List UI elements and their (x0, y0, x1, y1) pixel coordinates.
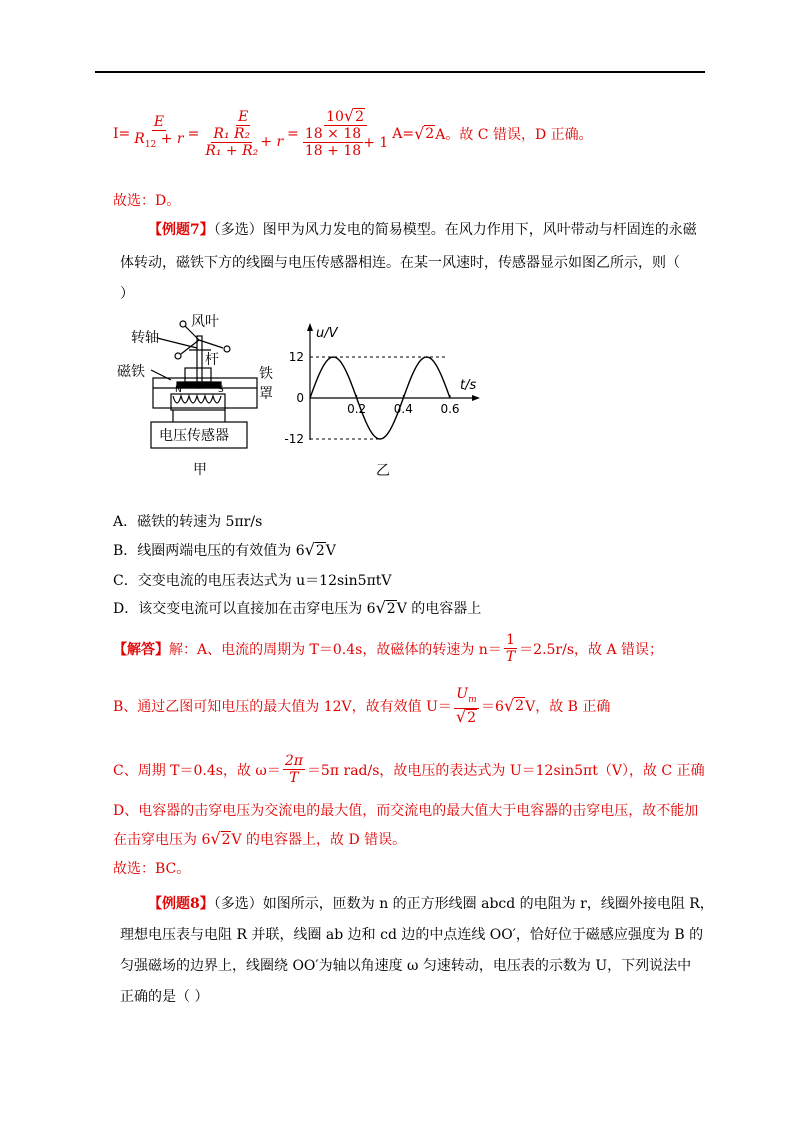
frac2-num: E (238, 108, 249, 125)
option-d-post: V 的电容器上 (396, 601, 482, 617)
solution-b-den-root: 2 (467, 709, 477, 726)
option-c: C．交变电流的电压表达式为 u＝12sin5πtV (113, 573, 392, 589)
solution-c-post: ＝5π rad/s，故电压的表达式为 U＝12sin5πt（V），故 C 正确 (306, 762, 705, 779)
frac3-num-root: 2 (355, 109, 365, 125)
pointer-shaft (157, 338, 197, 348)
solution-b-post: V，故 B 正确 (525, 698, 611, 715)
formula-lhs: I (113, 125, 119, 142)
option-d: D．该交变电流可以直接加在击穿电压为 6√2V 的电容器上 (113, 598, 482, 617)
y-tick-label: -12 (284, 432, 304, 446)
header-rule (95, 71, 705, 73)
frac3-inner-num: 18 × 18 (304, 126, 362, 142)
coil (173, 396, 221, 403)
x-tick-label: 0.2 (347, 402, 367, 416)
shaft (197, 336, 202, 388)
option-b: B．线圈两端电压的有效值为 6√2V (113, 540, 336, 559)
x-axis-arrow (472, 395, 480, 401)
blade-3-tip (175, 353, 181, 359)
figure-jia (113, 308, 273, 478)
solution-d-line1: D、电容器的击穿电压为交流电的最大值，而交流电的最大值大于电容器的击穿电压，故不能加 (113, 803, 699, 819)
label-citie: 磁铁 (117, 364, 145, 380)
frac2-plus: + r (260, 134, 284, 150)
q7-line3: ） (120, 286, 134, 302)
q8-line1 (148, 893, 714, 913)
solution-c-pre: C、周期 T＝0.4s，故 ω＝ (113, 762, 281, 779)
figure-yi (280, 315, 490, 485)
frac1-den-sub: 12 (144, 139, 157, 150)
x-tick-label: 0.4 (393, 402, 413, 416)
solution-d-line2: 在击穿电压为 6√2V 的电容器上，故 D 错误。 (113, 829, 407, 848)
frac3-plus: + 1 (363, 134, 389, 151)
caption-jia: 甲 (193, 462, 207, 478)
answer-d: 故选：D。 (113, 193, 181, 209)
blade-3 (181, 340, 199, 354)
solution-b: B、通过乙图可知电压的最大值为 12V，故有效值 U＝ $\frac{U_m}{√2}$ ＝6 √ 2 V，故 B 正确 (113, 686, 611, 726)
q7-text1: （多选）图甲为风力发电的简易模型。在风力作用下，风叶带动与杆固连的永磁 (213, 222, 697, 238)
label-tie: 铁 (259, 366, 273, 382)
label-s: S (218, 385, 224, 395)
blade-2 (199, 340, 223, 348)
formula-result-root: 2 (425, 126, 435, 142)
magnet (177, 382, 221, 388)
q7-line1 (148, 219, 697, 239)
option-b-post: V (325, 543, 336, 559)
solution-tag: 【解答】 (113, 641, 169, 658)
solution-d2-root: 2 (221, 832, 231, 848)
solution-a-den: T (505, 649, 516, 665)
sensor-label: 电压传感器 (159, 428, 229, 444)
frac3-inner-den: 18 + 18 (304, 143, 362, 159)
y-tick-label: 12 (288, 350, 304, 364)
frac2-inner-num: R₁ R₂ (213, 125, 251, 142)
frac1-num: E (153, 114, 165, 131)
q8-line3: 匀强磁场的边界上，线圈绕 OO′为轴以角速度 ω 匀速转动，电压表的示数为 U，下列说法中 (120, 958, 692, 974)
option-a: A．磁铁的转速为 5πr/s (113, 514, 263, 530)
option-b-pre: B．线圈两端电压的有效值为 6 (113, 543, 305, 559)
solution-c-den: T (289, 770, 299, 786)
y-axis-label: u/V (316, 326, 338, 341)
q8-line2: 理想电压表与电阻 R 并联，线圈 ab 边和 cd 边的中点连线 OO′，恰好位于磁感应强度为 B 的 (120, 927, 704, 943)
formula-fraction-1 (132, 114, 185, 153)
label-fengye: 风叶 (191, 314, 219, 330)
y-tick-label: 0 (296, 391, 304, 405)
q8-text1: （多选）如图所示，匝数为 n 的正方形线圈 abcd 的电阻为 r，线圈外接电阻 R， (213, 896, 714, 912)
solution-d2-post: V 的电容器上，故 D 错误。 (231, 832, 407, 848)
solution-b-num: U (456, 686, 469, 702)
solution-b-pre: B、通过乙图可知电压的最大值为 12V，故有效值 U＝ (113, 698, 452, 715)
solution-a-post: ＝2.5r/s，故 A 错误； (519, 641, 664, 658)
option-d-pre: D．该交变电流可以直接加在击穿电压为 6 (113, 601, 376, 617)
formula-unit: A (392, 125, 403, 142)
solution-b-eq: ＝6 (481, 698, 504, 715)
q7-line2: 体转动，磁铁下方的线圈与电压传感器相连。在某一风速时，传感器显示如图乙所示，则（ (120, 255, 680, 271)
blade-2-tip (224, 346, 230, 352)
blade-1-tip (180, 321, 186, 327)
frac1-den-plus: + r (160, 131, 184, 148)
q8-tag: 【例题8】 (148, 896, 214, 912)
solution-b-root: 2 (515, 698, 525, 715)
option-b-root: 2 (315, 543, 325, 559)
formula-fraction-2 (201, 109, 285, 159)
q8-line4: 正确的是（ ） (120, 989, 209, 1005)
frac2-inner-den: R₁ + R₂ (205, 142, 259, 159)
caption-yi: 乙 (376, 463, 390, 479)
q7-tag: 【例题7】 (148, 222, 214, 238)
solution-c (113, 753, 705, 786)
solution-d2-pre: 在击穿电压为 6 (113, 832, 211, 848)
solution-a (113, 632, 663, 665)
frac1-den-r: R (134, 131, 145, 148)
label-gan: 杆 (205, 352, 219, 368)
option-d-root: 2 (386, 601, 396, 617)
solution-a-pre: 解：A、电流的周期为 T＝0.4s，故磁体的转速为 n＝ (169, 641, 502, 658)
x-tick-label: 0.6 (440, 402, 460, 416)
formula-tail: A。故 C 错误，D 正确。 (435, 126, 593, 143)
frac3-num: 10 (326, 109, 344, 125)
label-n: N (175, 385, 182, 395)
label-zhuanzhou: 转轴 (131, 330, 159, 346)
answer-bc: 故选：BC。 (113, 861, 191, 877)
formula-fraction-3: 10√2 $\frac{18 \times 18}{18 + 18}$ + 1 (304, 106, 389, 159)
x-axis-label: t/s (460, 378, 477, 393)
label-zhao: 罩 (259, 386, 273, 402)
solution-b-num-sub: m (468, 694, 477, 705)
top-formula: I = $\frac{E}{R_{12} + r}$ = E $\frac{\text{R₁ R₂}}{\text{R₁ + R₂}}$ + r = 10√2 $\frac{18 \times 18}{18 + 18}$ + 1 A = √ 2 A。故 C 错误，D 正确。 (113, 106, 593, 159)
solution-c-num: 2π (284, 753, 303, 769)
y-axis-arrow (307, 323, 313, 331)
magnet-holder (185, 368, 211, 382)
solution-a-num: 1 (506, 632, 515, 648)
